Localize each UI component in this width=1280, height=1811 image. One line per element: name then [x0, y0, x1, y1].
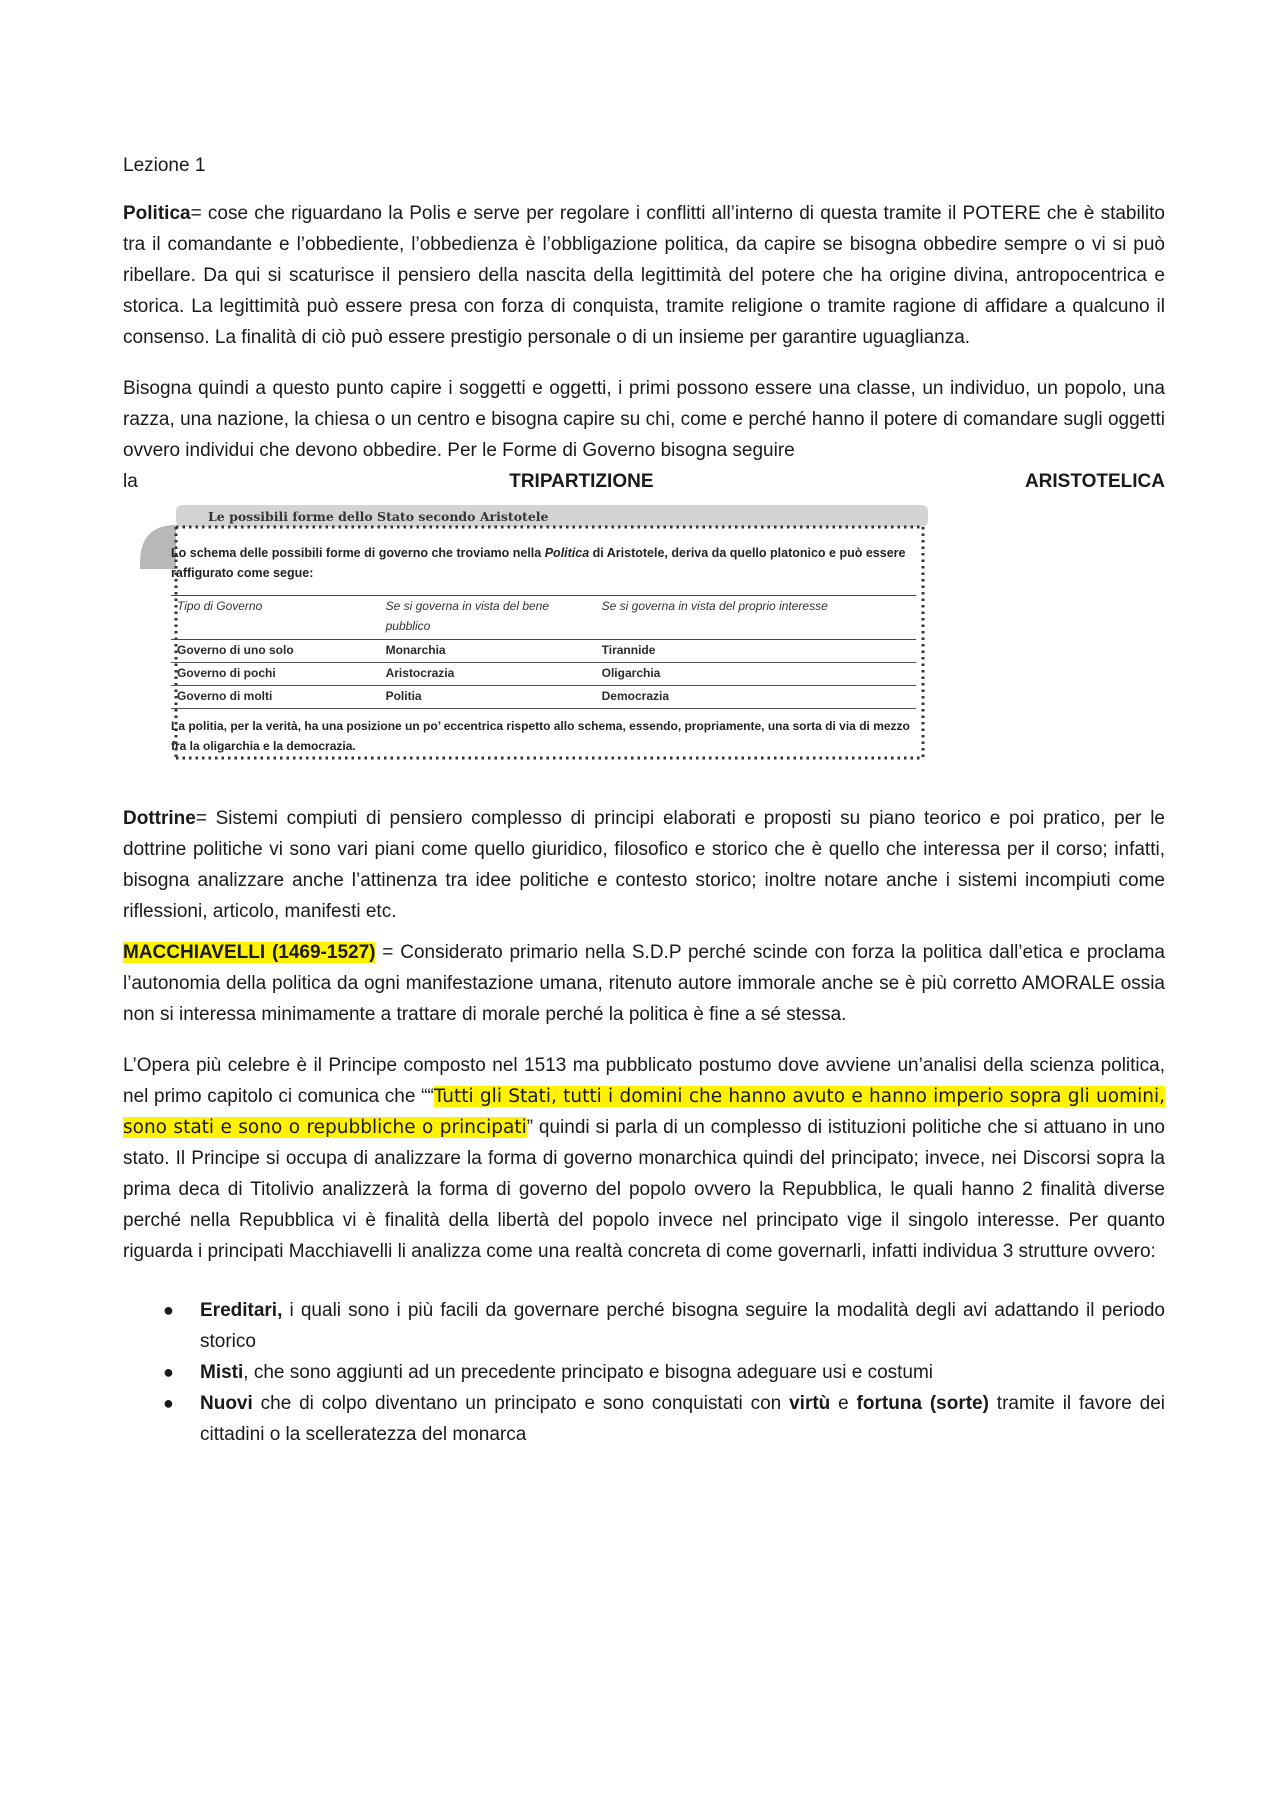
soggetti-paragraph: [123, 373, 1165, 466]
list-item: [123, 1388, 1165, 1450]
forms-table: [171, 595, 916, 709]
table-cell: Monarchia: [385, 643, 446, 657]
principati-list: [123, 1295, 1165, 1450]
figure-title: Le possibili forme dello Stato secondo Aristotele: [208, 509, 549, 524]
lesson-heading: Lezione 1: [123, 155, 206, 176]
list-item-term: Misti: [200, 1362, 244, 1383]
dottrine-paragraph: [123, 803, 1165, 927]
table-cell: Politia: [385, 689, 422, 703]
list-item-term: Ereditari,: [200, 1300, 283, 1321]
list-item-bold: fortuna (sorte): [856, 1393, 989, 1414]
aristotle-forms-figure: [123, 503, 933, 773]
politica-text: = cose che riguardano la Polis e serve per regolare i conflitti all’interno di questa tramite il POTERE che è stabilito tra il comandante e l’obbediente, l’obbedienza è l’obbligazione politica, da capire se bisogna obbedire sempre o vi si può ribellare. Da qui si scaturisce il pensiero della nascita della legittimità del potere che ha origine divina, antropocentrica e storica. La legittimità può essere presa con forza di conquista, tramite religione o tramite ragione di affidare a qualcuno il consenso. La finalità di ciò può essere prestigio personale o di un insieme per garantire uguaglianza.: [123, 203, 1165, 348]
table-row: [171, 663, 916, 686]
document-page: [123, 150, 1165, 1450]
opera-quote-open: “: [427, 1086, 434, 1107]
table-cell: Governo di pochi: [177, 666, 276, 680]
dottrine-term: Dottrine: [123, 808, 196, 829]
opera-quote-close: ”: [526, 1117, 534, 1138]
list-item-text: e: [830, 1393, 857, 1414]
opera-paragraph: [123, 1050, 1165, 1267]
opera-text-before: L’Opera più celebre è il Principe composto nel 1513 ma pubblicato postumo dove avviene un’analisi della scienza politica, nel primo capitolo ci comunica che “: [123, 1055, 1165, 1107]
list-item-text: che di colpo diventano un principato e sono conquistati con: [252, 1393, 790, 1414]
opera-quote: Tutti gli Stati, tutti i domini che hanno avuto e hanno imperio sopra gli uomini, sono stati e sono o repubbliche o principati: [123, 1086, 1165, 1138]
list-item: [123, 1357, 1165, 1388]
macchiavelli-paragraph: [123, 937, 1165, 1030]
list-item-term: Nuovi: [200, 1393, 253, 1414]
table-cell: Governo di uno solo: [177, 643, 294, 657]
aristotelica-word: ARISTOTELICA: [1024, 471, 1165, 492]
bullet-icon: ●: [163, 1300, 174, 1320]
tripartizione-line: [123, 466, 1165, 497]
table-row: [171, 686, 916, 709]
macchiavelli-text: = Considerato primario nella S.D.P perché scinde con forza la politica dall’etica e proclama l’autonomia della politica da ogni manifestazione umana, ritenuto autore immorale anche se è più corretto AMORALE ossia non si interessa minimamente a trattare di morale perché la politica è fine a sé stessa.: [123, 942, 1165, 1025]
tripartizione-word: TRIPARTIZIONE: [509, 471, 654, 492]
column-header: Tipo di Governo: [177, 599, 263, 613]
table-cell: Tirannide: [601, 643, 656, 657]
macchiavelli-name: MACCHIAVELLI (1469-1527): [123, 942, 376, 963]
column-header: Se si governa in vista del proprio interesse: [601, 599, 828, 613]
list-item-text: , che sono aggiunti ad un precedente principato e bisogna adeguare usi e costumi: [243, 1362, 934, 1383]
list-item-text: tramite il favore dei cittadini o la scelleratezza del monarca: [200, 1393, 1166, 1445]
politica-term: Politica: [123, 203, 191, 224]
dottrine-text: = Sistemi compiuti di pensiero complesso di principi elaborati e proposti su piano teorico e poi pratico, per le dottrine politiche vi sono vari piani come quello giuridico, filosofico e storico che è quello che interessa per il corso; infatti, bisogna analizzare anche l’attinenza tra idee politiche e contesto storico; inoltre notare anche i sistemi incompiuti come riflessioni, articolo, manifesti etc.: [123, 808, 1165, 922]
list-item: [123, 1295, 1165, 1357]
figure-intro-italic: Politica: [544, 546, 590, 560]
table-cell: Aristocrazia: [385, 666, 455, 680]
table-row: [171, 640, 916, 663]
bullet-icon: ●: [163, 1362, 174, 1382]
figure-intro: [171, 543, 916, 583]
table-cell: Governo di molti: [177, 689, 273, 703]
soggetti-last-word: la: [123, 471, 138, 492]
figure-intro-post: di Aristotele, deriva da quello platonico e può essere raffigurato come segue:: [171, 546, 906, 580]
list-item-text: i quali sono i più facili da governare perché bisogna seguire la modalità degli avi adattando il periodo storico: [200, 1300, 1165, 1352]
opera-text-after: quindi si parla di un complesso di istituzioni politiche che si attuano in uno stato. Il Principe si occupa di analizzare la forma di governo monarchica quindi del principato; invece, nei Discorsi sopra la prima deca di Titolivio analizzerà la forma di governo del popolo ovvero la Repubblica, le quali hanno 2 finalità diverse perché nella Repubblica vi è finalità della libertà del popolo invece nel principato vige il singolo interesse. Per quanto riguarda i principati Macchiavelli li analizza come una realtà concreta di come governarli, infatti individua 3 strutture ovvero:: [123, 1117, 1166, 1262]
politica-paragraph: [123, 198, 1165, 353]
column-header: Se si governa in vista del bene pubblico: [385, 599, 550, 633]
figure-note: La politia, per la verità, ha una posizione un po’ eccentrica rispetto allo schema, essendo, propriamente, una sorta di via di mezzo fra la oligarchia e la democrazia.: [171, 719, 910, 753]
table-cell: Oligarchia: [601, 666, 661, 680]
bullet-icon: ●: [163, 1393, 174, 1413]
figure-intro-pre: Lo schema delle possibili forme di governo che troviamo nella: [171, 546, 545, 560]
soggetti-text: Bisogna quindi a questo punto capire i soggetti e oggetti, i primi possono essere una classe, un individuo, un popolo, una razza, una nazione, la chiesa o un centro e bisogna capire su chi, come e perché hanno il potere di comandare sugli oggetti ovvero individui che devono obbedire. Per le Forme di Governo bisogna seguire: [123, 378, 1165, 461]
list-item-bold: virtù: [789, 1393, 831, 1414]
table-cell: Democrazia: [601, 689, 670, 703]
forms-table-header: [171, 596, 916, 640]
